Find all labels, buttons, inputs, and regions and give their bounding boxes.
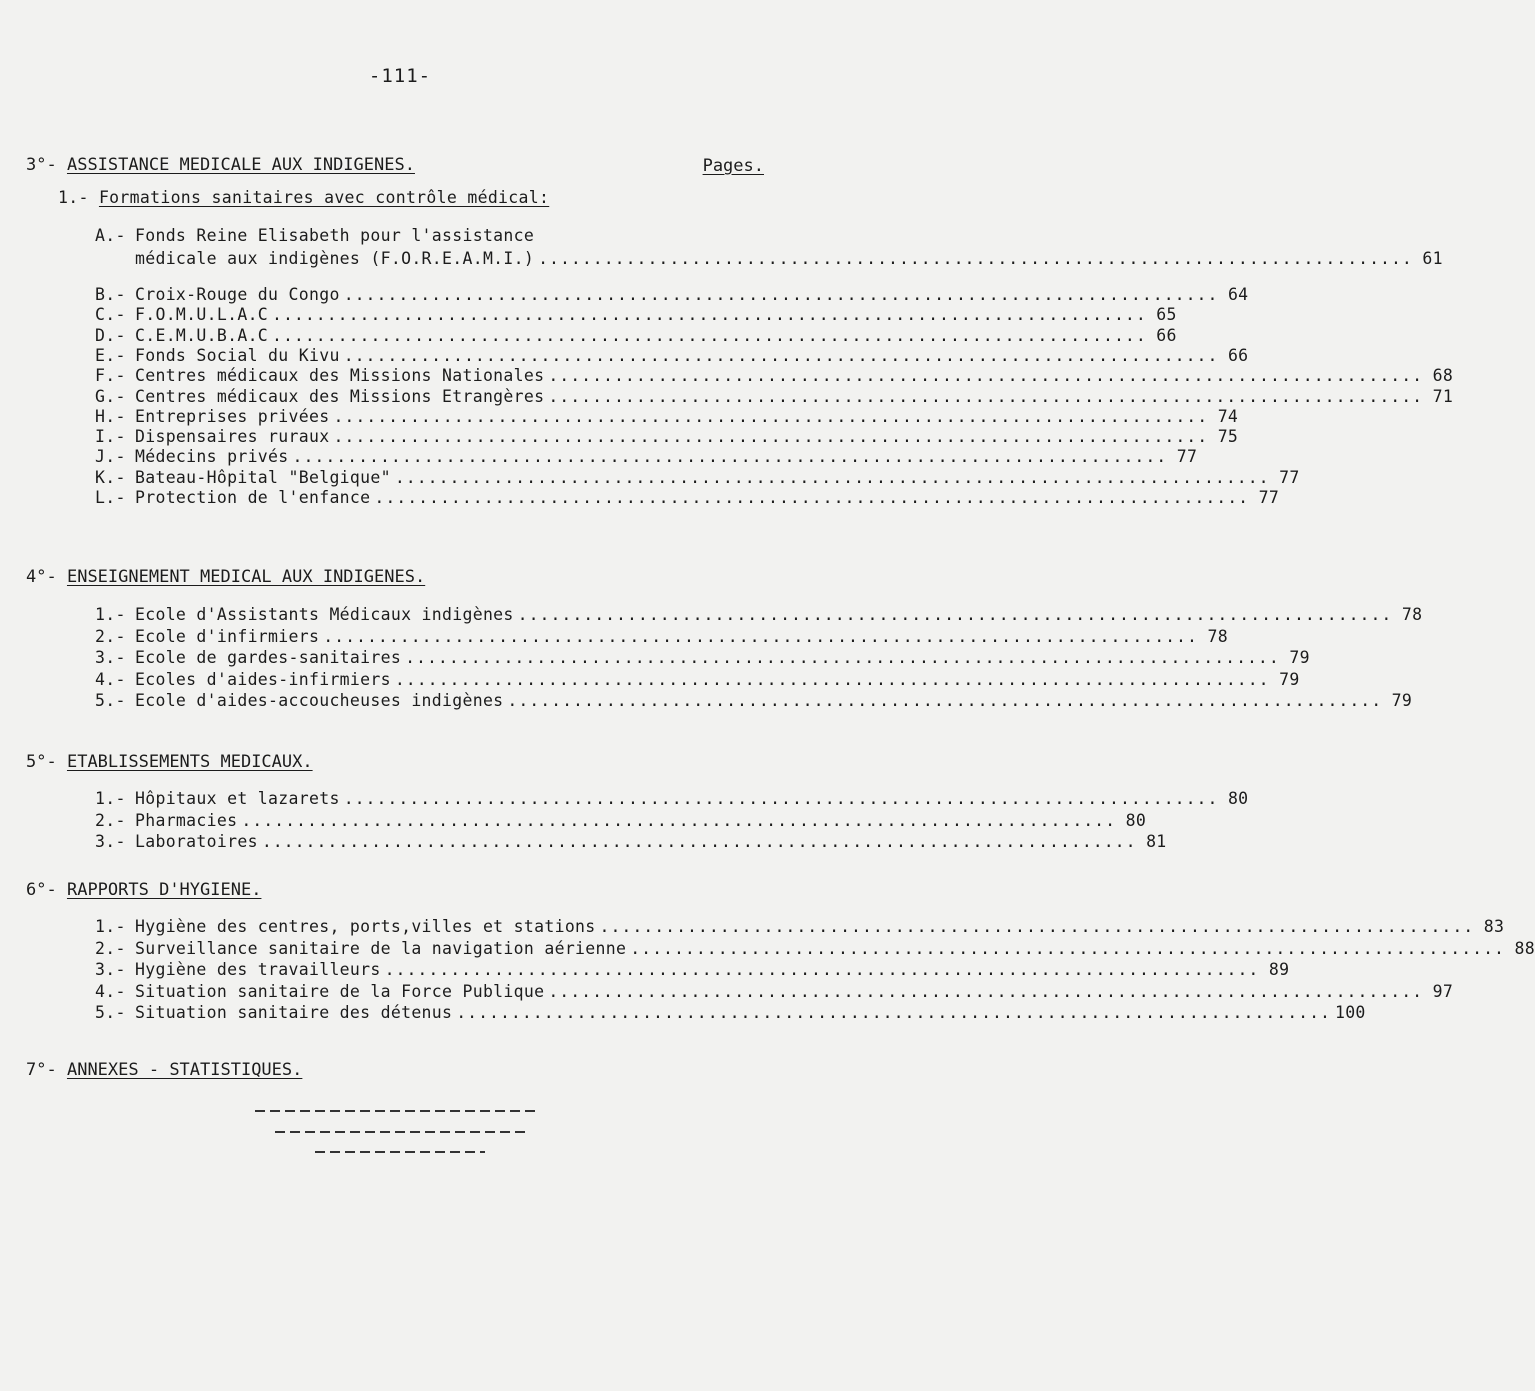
entry-page: 80 (1125, 810, 1147, 830)
entry-label: 1.- (95, 605, 126, 624)
entry-label: 5.- (95, 691, 126, 710)
entry-page: 83 (1483, 917, 1505, 936)
entry-text: médicale aux indigènes (F.O.R.E.A.M.I.) (135, 249, 535, 268)
dash-rule (315, 1151, 485, 1153)
dot-leader: ................................................................................ (394, 669, 1270, 689)
entry-text: Situation sanitaire des détenus (135, 1003, 453, 1022)
entry-label: I.- (95, 427, 126, 447)
entry-text: Fonds Social du Kivu (135, 345, 340, 365)
entry-text: Pharmacies (135, 810, 238, 830)
toc-entry (95, 325, 1177, 348)
entry-page: 81 (1146, 832, 1167, 851)
entry-label: C.- (95, 305, 126, 325)
section-title: ASSISTANCE MEDICALE AUX INDIGENES. (66, 155, 415, 175)
toc-entry (95, 626, 1228, 649)
dot-leader: ................................................................................ (394, 467, 1270, 487)
dot-leader: ................................................................................ (343, 345, 1219, 365)
entry-page: 88 (1514, 938, 1535, 958)
section-heading (26, 880, 261, 900)
entry-page: 100 (1334, 1003, 1366, 1022)
entry-page: 79 (1289, 648, 1310, 667)
entry-text: Ecole de gardes-sanitaires (135, 648, 402, 667)
toc-entry (95, 981, 1454, 1004)
entry-page: 77 (1176, 447, 1198, 467)
entry-label: G.- (95, 386, 126, 406)
entry-page: 74 (1217, 406, 1239, 426)
entry-label: 1.- (95, 917, 126, 936)
entry-text: Protection de l'enfance (135, 488, 371, 507)
subsection-number: 1.- (58, 188, 89, 207)
toc-entry (95, 605, 1423, 627)
entry-page: 80 (1227, 789, 1249, 808)
dash-rule (275, 1131, 525, 1133)
toc-entry (95, 305, 1177, 327)
entry-page: 75 (1217, 427, 1239, 447)
entry-label: 2.- (95, 626, 126, 646)
toc-entry (95, 345, 1249, 368)
entry-page: 65 (1156, 305, 1177, 325)
entry-label: 3.- (95, 832, 126, 851)
entry-label: H.- (95, 406, 126, 426)
toc-entry (95, 669, 1300, 692)
toc-entry (95, 810, 1147, 833)
entry-text: Hôpitaux et lazarets (135, 789, 340, 808)
entry-text: Ecole d'aides-accoucheuses indigènes (135, 691, 504, 710)
entry-label: 4.- (95, 669, 126, 689)
entry-label: B.- (95, 285, 126, 304)
entry-label: 2.- (95, 938, 126, 958)
dot-leader: ................................................................................ (374, 488, 1250, 507)
entry-text: Centres médicaux des Missions Etrangères (135, 386, 545, 406)
entry-label: K.- (95, 467, 126, 487)
dot-leader: ................................................................................ (405, 648, 1280, 667)
entry-text: Croix-Rouge du Congo (135, 285, 340, 304)
dot-leader: ................................................................................ (548, 366, 1424, 386)
section-heading (26, 1060, 302, 1080)
section-heading (26, 567, 425, 587)
pages-column-label: Pages. (702, 156, 764, 176)
dot-leader: ................................................................................ (538, 249, 1413, 268)
entry-page: 78 (1207, 626, 1228, 646)
toc-entry (95, 917, 1505, 939)
section-heading (26, 155, 415, 175)
section-title: RAPPORTS D'HYGIENE. (66, 880, 262, 900)
toc-entry (95, 488, 1280, 510)
entry-label: E.- (95, 345, 126, 365)
section-number: 5°- (26, 752, 57, 772)
entry-label: 4.- (95, 981, 126, 1001)
entry-text: Situation sanitaire de la Force Publique (135, 981, 545, 1001)
entry-text: Hygiène des travailleurs (135, 960, 381, 979)
entry-text: Médecins privés (135, 447, 289, 467)
toc-entry (95, 648, 1310, 670)
toc-entry (95, 427, 1239, 449)
entry-label: 1.- (95, 789, 126, 808)
toc-entry (95, 1003, 1366, 1025)
dot-leader: ................................................................................ (241, 810, 1117, 830)
dot-leader: ................................................................................ (507, 691, 1383, 710)
entry-text: Centres médicaux des Missions Nationales (135, 366, 545, 386)
dot-leader: ................................................................................ (261, 832, 1137, 851)
dot-leader: ................................................................................ (343, 285, 1219, 304)
dot-leader: ................................................................................ (292, 447, 1168, 467)
dot-leader: ................................................................................ (599, 917, 1475, 936)
toc-entry (95, 789, 1249, 811)
dot-leader: ................................................................................ (384, 960, 1260, 979)
toc-entry (95, 938, 1535, 961)
toc-entry (95, 467, 1300, 490)
entry-text: Fonds Reine Elisabeth pour l'assistance (135, 226, 535, 245)
entry-text: F.O.M.U.L.A.C (135, 305, 269, 325)
toc-entry (95, 447, 1198, 469)
entry-text: Surveillance sanitaire de la navigation aérienne (135, 938, 627, 958)
entry-label: 3.- (95, 648, 126, 667)
entry-text: Dispensaires ruraux (135, 427, 330, 447)
toc-entry (95, 960, 1290, 982)
toc-entry (95, 285, 1249, 307)
section-number: 7°- (26, 1060, 57, 1080)
entry-label: 2.- (95, 810, 126, 830)
dot-leader: ................................................................................ (333, 406, 1209, 426)
entry-text: Ecole d'infirmiers (135, 626, 320, 646)
entry-text: Laboratoires (135, 832, 258, 851)
dash-rule (255, 1110, 535, 1112)
toc-entry-continuation (95, 249, 1443, 271)
entry-label: 5.- (95, 1003, 126, 1022)
toc-entry (95, 386, 1454, 409)
entry-page: 66 (1156, 325, 1177, 345)
section-title: ENSEIGNEMENT MEDICAL AUX INDIGENES. (66, 567, 426, 587)
section-title: ETABLISSEMENTS MEDICAUX. (66, 752, 313, 772)
entry-page: 79 (1279, 669, 1300, 689)
entry-label: 3.- (95, 960, 126, 979)
section-number: 4°- (26, 567, 57, 587)
toc-entry (95, 406, 1239, 429)
dot-leader: ................................................................................ (517, 605, 1393, 624)
entry-label: J.- (95, 447, 126, 467)
dot-leader: ................................................................................ (333, 427, 1209, 447)
dot-leader: ................................................................................ (548, 386, 1424, 406)
dot-leader: ................................................................................ (272, 325, 1147, 345)
entry-text: Bateau-Hôpital "Belgique" (135, 467, 391, 487)
subsection-title: Formations sanitaires avec contrôle médical: (98, 188, 550, 207)
section-number: 6°- (26, 880, 57, 900)
dot-leader: ................................................................................ (456, 1003, 1331, 1022)
dot-leader: ................................................................................ (323, 626, 1198, 646)
entry-page: 61 (1422, 249, 1443, 268)
entry-page: 78 (1401, 605, 1423, 624)
entry-page: 64 (1227, 285, 1249, 304)
entry-text: Ecoles d'aides-infirmiers (135, 669, 391, 689)
entry-page: 77 (1258, 488, 1280, 507)
entry-label: D.- (95, 325, 126, 345)
entry-text: C.E.M.U.B.A.C (135, 325, 269, 345)
entry-label: A.- (95, 226, 126, 245)
dot-leader: ................................................................................ (343, 789, 1219, 808)
dot-leader: ................................................................................ (548, 981, 1424, 1001)
entry-text: Entreprises privées (135, 406, 330, 426)
entry-text: Ecole d'Assistants Médicaux indigènes (135, 605, 514, 624)
entry-page: 97 (1432, 981, 1454, 1001)
entry-page: 89 (1268, 960, 1290, 979)
entry-page: 79 (1391, 691, 1413, 710)
toc-entry (95, 832, 1167, 854)
entry-page: 71 (1432, 386, 1454, 406)
entry-label: L.- (95, 488, 126, 507)
entry-page: 68 (1432, 366, 1454, 386)
entry-page: 77 (1279, 467, 1300, 487)
entry-page: 66 (1227, 345, 1249, 365)
section-heading (26, 752, 313, 772)
dot-leader: ................................................................................ (272, 305, 1147, 325)
section-number: 3°- (26, 155, 57, 175)
page-number: -111- (368, 65, 432, 87)
toc-entry (95, 366, 1454, 388)
section-title: ANNEXES - STATISTIQUES. (66, 1060, 303, 1080)
entry-label: F.- (95, 366, 126, 386)
entry-text: Hygiène des centres, ports,villes et stations (135, 917, 596, 936)
dot-leader: ................................................................................ (630, 938, 1505, 958)
toc-entry (95, 691, 1413, 713)
toc-entry (95, 226, 534, 245)
subsection-heading (58, 188, 549, 207)
